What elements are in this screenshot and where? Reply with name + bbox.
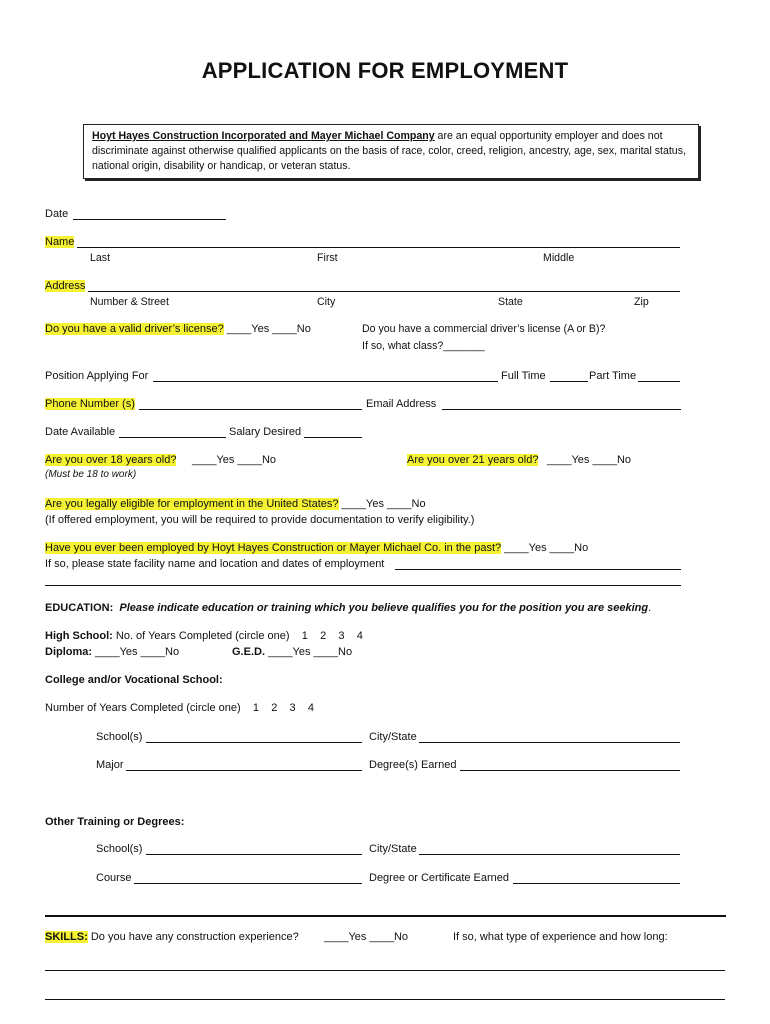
over21-yes-no[interactable]: ____Yes ____No — [547, 454, 632, 466]
over18-yes-no[interactable]: ____Yes ____No — [192, 454, 277, 466]
date-label: Date — [45, 208, 69, 220]
prev-employment-detail-label: If so, please state facility name and location and dates of employment — [45, 558, 385, 570]
college-heading: College and/or Vocational School: — [45, 674, 223, 686]
date-available-field[interactable] — [119, 437, 226, 438]
college-schools-label: School(s) — [96, 731, 143, 743]
over21-question: Are you over 21 years old? — [407, 454, 539, 466]
other-city-state-field[interactable] — [419, 854, 680, 855]
over18-note: (Must be 18 to work) — [45, 469, 137, 480]
name-last-label: Last — [90, 252, 111, 264]
addr-city-label: City — [317, 296, 336, 308]
skills-question: SKILLS: Do you have any construction experience? — [45, 931, 299, 943]
name-first-label: First — [317, 252, 338, 264]
license-question: Do you have a valid driver’s license? ____Yes ____No — [45, 323, 311, 335]
college-city-state-label: City/State — [369, 731, 417, 743]
skills-type-question: If so, what type of experience and how long: — [453, 931, 668, 943]
other-city-state-label: City/State — [369, 843, 417, 855]
part-time-label: Part Time — [589, 370, 637, 382]
education-heading: EDUCATION: Please indicate education or training which you believe qualifies you for the position you are seeking. — [45, 602, 652, 614]
addr-zip-label: Zip — [634, 296, 649, 308]
cert-field[interactable] — [513, 883, 680, 884]
position-label: Position Applying For — [45, 370, 149, 382]
college-schools-field[interactable] — [146, 742, 362, 743]
date-available-label: Date Available — [45, 426, 116, 438]
ged-row: G.E.D. ____Yes ____No — [232, 646, 353, 658]
high-school-row: High School: No. of Years Completed (circle one) 1 2 3 4 — [45, 630, 363, 642]
phone-label: Phone Number (s) — [45, 398, 135, 410]
salary-field[interactable] — [304, 437, 362, 438]
position-field[interactable] — [153, 381, 498, 382]
address-field[interactable] — [88, 291, 680, 292]
degrees-label: Degree(s) Earned — [369, 759, 457, 771]
page-title: APPLICATION FOR EMPLOYMENT — [201, 58, 569, 83]
date-field[interactable] — [73, 219, 226, 220]
addr-street-label: Number & Street — [90, 296, 169, 308]
email-field[interactable] — [442, 409, 681, 410]
email-label: Email Address — [366, 398, 437, 410]
phone-field[interactable] — [139, 409, 362, 410]
other-schools-label: School(s) — [96, 843, 143, 855]
cdl-class-field[interactable]: If so, what class?_______ — [362, 340, 485, 352]
name-label: Name — [45, 236, 75, 248]
major-field[interactable] — [126, 770, 362, 771]
addr-state-label: State — [498, 296, 523, 308]
name-middle-label: Middle — [543, 252, 575, 264]
skills-answer-line-2[interactable] — [45, 999, 725, 1000]
full-time-field[interactable] — [550, 381, 588, 382]
salary-label: Salary Desired — [229, 426, 302, 438]
prev-employment-field-2[interactable] — [45, 585, 681, 586]
eeo-statement-box — [83, 124, 699, 179]
section-divider — [45, 915, 726, 917]
course-label: Course — [96, 872, 132, 884]
degrees-field[interactable] — [460, 770, 680, 771]
course-field[interactable] — [134, 883, 362, 884]
other-training-heading: Other Training or Degrees: — [45, 816, 185, 828]
eligible-note: (If offered employment, you will be required to provide documentation to verify eligibility.) — [45, 514, 475, 526]
name-field[interactable] — [77, 247, 680, 248]
address-label: Address — [45, 280, 86, 292]
prev-employment-field[interactable] — [395, 569, 681, 570]
skills-answer-line-1[interactable] — [45, 970, 725, 971]
other-schools-field[interactable] — [146, 854, 362, 855]
cdl-question: Do you have a commercial driver’s license (A or B)? — [362, 323, 606, 335]
eligible-question: Are you legally eligible for employment in the United States? ____Yes ____No — [45, 498, 426, 510]
part-time-field[interactable] — [638, 381, 680, 382]
college-city-state-field[interactable] — [419, 742, 680, 743]
company-names: Hoyt Hayes Construction Incorporated and Mayer Michael Company — [92, 130, 435, 142]
major-label: Major — [96, 759, 124, 771]
prev-employment-question: Have you ever been employed by Hoyt Hayes Construction or Mayer Michael Co. in the past? ____Yes ____No — [45, 542, 589, 554]
cert-label: Degree or Certificate Earned — [369, 872, 510, 884]
diploma-row: Diploma: ____Yes ____No — [45, 646, 180, 658]
eeo-statement: are an equal opportunity employer and does not discriminate against otherwise qualified applicants on the basis of race, color, creed, religion, ancestry, age, sex, marital status, national origin, disability or handicap, or veteran status. — [92, 130, 686, 172]
skills-yes-no[interactable]: ____Yes ____No — [324, 931, 409, 943]
college-years-row: Number of Years Completed (circle one) 1 2 3 4 — [45, 702, 315, 714]
over18-question: Are you over 18 years old? — [45, 454, 177, 466]
full-time-label: Full Time — [501, 370, 546, 382]
